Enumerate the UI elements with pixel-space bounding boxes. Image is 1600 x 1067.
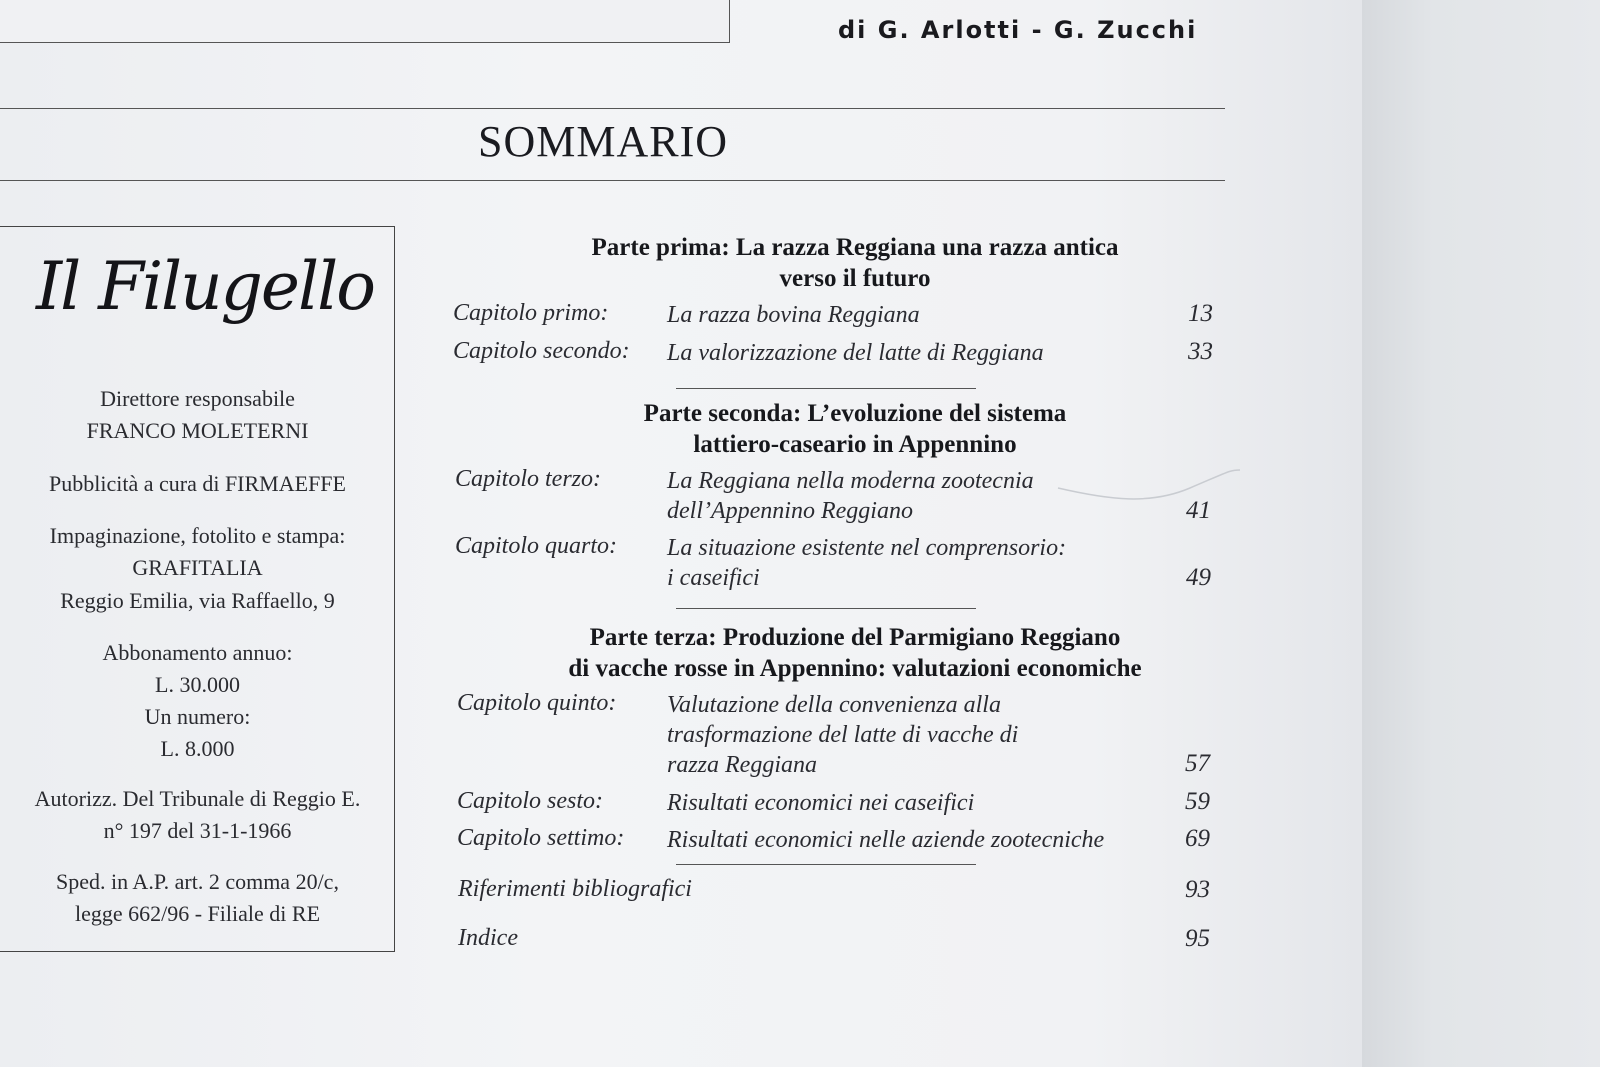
bibliography-page: 93: [1185, 876, 1210, 903]
chapter-6-page: 59: [1185, 788, 1210, 815]
chapter-5-title-line-2: trasformazione del latte di vacche di: [667, 722, 1019, 748]
chapter-3-title-line-1: La Reggiana nella moderna zootecnia: [667, 468, 1034, 494]
chapter-4-label: Capitolo quarto:: [455, 533, 618, 559]
top-photo-frame: [0, 0, 730, 43]
chapter-3-label: Capitolo terzo:: [455, 466, 602, 492]
part-separator: [676, 608, 976, 609]
chapter-3-title-line-2: dell’Appennino Reggiano: [667, 498, 913, 524]
chapter-3-page: 41: [1186, 497, 1211, 524]
chapter-7-page: 69: [1185, 825, 1210, 852]
shipping-line-2: legge 662/96 - Filiale di RE: [74, 901, 321, 926]
chapter-4-title-line-1: La situazione esistente nel comprensorio:: [667, 535, 1067, 561]
magazine-logo: Il Filugello: [36, 248, 374, 325]
chapter-1-title: La razza bovina Reggiana: [667, 302, 920, 328]
chapter-3-title: [667, 466, 1034, 526]
chapter-2-label: Capitolo secondo:: [453, 338, 630, 364]
subscription-price: L. 30.000: [155, 672, 240, 697]
part-3-title-line-2: di vacche rosse in Appennino: valutazioni economiche: [568, 655, 1142, 682]
part-2-title: [460, 398, 1250, 460]
printer-address: Reggio Emilia, via Raffaello, 9: [60, 588, 335, 613]
issue-price: L. 8.000: [160, 736, 235, 761]
director-name: FRANCO MOLETERNI: [86, 418, 309, 443]
chapter-6-label: Capitolo sesto:: [457, 788, 604, 814]
title-rule-bottom: [0, 180, 1225, 181]
index-page: 95: [1185, 925, 1210, 952]
advertising-credit: Pubblicità a cura di FIRMAEFFE: [49, 471, 346, 496]
authorization-line-2: n° 197 del 31-1-1966: [103, 818, 292, 843]
chapter-7-label: Capitolo settimo:: [457, 825, 625, 851]
director-label: Direttore responsabile: [100, 386, 295, 411]
authors-byline: di G. Arlotti - G. Zucchi: [838, 16, 1198, 44]
shipping-line-1: Sped. in A.P. art. 2 comma 20/c,: [56, 869, 339, 894]
part-1-title-line-1: Parte prima: La razza Reggiana una razza antica: [591, 234, 1119, 261]
chapter-5-page: 57: [1185, 750, 1210, 777]
part-1-title-line-2: verso il futuro: [779, 265, 931, 292]
printer-name: GRAFITALIA: [132, 555, 263, 580]
chapter-2-title: La valorizzazione del latte di Reggiana: [667, 340, 1044, 366]
subscription-label: Abbonamento annuo:: [102, 640, 293, 665]
index-label: Indice: [458, 925, 518, 951]
part-separator: [676, 864, 976, 865]
chapter-5-label: Capitolo quinto:: [457, 690, 617, 716]
chapter-6-title: Risultati economici nei caseifici: [667, 790, 975, 816]
page-background-edge: [1362, 0, 1600, 1067]
authorization-line-1: Autorizz. Del Tribunale di Reggio E.: [34, 786, 361, 811]
printing-label: Impaginazione, fotolito e stampa:: [49, 523, 346, 548]
part-2-title-line-1: Parte seconda: L’evoluzione del sistema: [643, 400, 1067, 427]
chapter-1-label: Capitolo primo:: [453, 300, 609, 326]
chapter-4-title-line-2: i caseifici: [667, 565, 760, 591]
chapter-4-title: [667, 533, 1066, 593]
title-rule-top: [0, 108, 1225, 109]
chapter-5-title-line-3: razza Reggiana: [667, 752, 817, 778]
part-3-title: [430, 622, 1280, 684]
issue-label: Un numero:: [144, 704, 251, 729]
bibliography-label: Riferimenti bibliografici: [458, 876, 692, 902]
part-3-title-line-1: Parte terza: Produzione del Parmigiano Reggiano: [589, 624, 1121, 651]
chapter-5-title: [667, 690, 1018, 780]
part-separator: [676, 388, 976, 389]
chapter-1-page: 13: [1188, 300, 1213, 327]
chapter-2-page: 33: [1188, 338, 1213, 365]
page-title: SOMMARIO: [478, 117, 729, 166]
chapter-4-page: 49: [1186, 564, 1211, 591]
part-1-title: [460, 232, 1250, 294]
part-2-title-line-2: lattiero-caseario in Appennino: [693, 431, 1017, 458]
chapter-5-title-line-1: Valutazione della convenienza alla: [667, 692, 1001, 718]
chapter-7-title: Risultati economici nelle aziende zootecniche: [667, 827, 1105, 853]
